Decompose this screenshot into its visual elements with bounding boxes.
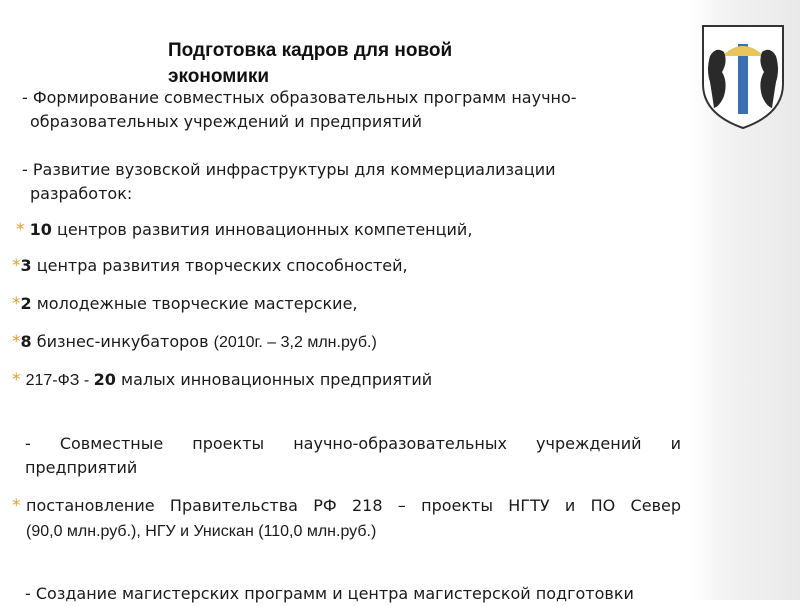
bullet-item: * 217-ФЗ - 20 малых инновационных предприятий (12, 370, 433, 390)
bullet-item: *2 молодежные творческие мастерские, (12, 294, 358, 314)
para1-line1: - Формирование совместных образовательных программ научно- (22, 88, 577, 107)
para4-line2: (90,0 млн.руб.), НГУ и Унискан (110,0 млн.руб.) (26, 523, 377, 540)
star-bullet-icon: * (16, 220, 25, 240)
star-bullet-icon: * (12, 496, 21, 516)
para3-line1: - Совместные проекты научно-образовательных учреждений и (25, 434, 681, 453)
para5-line1: - Создание магистерских программ и центра магистерской подготовки (25, 584, 634, 603)
bullet-item: *8 бизнес-инкубаторов (2010г. – 3,2 млн.руб.) (12, 332, 377, 352)
star-bullet-icon: * (12, 370, 21, 390)
bullet-item (12, 494, 21, 518)
para2-line1: - Развитие вузовской инфраструктуры для коммерциализации (22, 160, 556, 179)
para4-line1: постановление Правительства РФ 218 – проекты НГТУ и ПО Север (26, 496, 681, 515)
para3-line2: предприятий (25, 458, 138, 477)
slide-title: Подготовка кадров для новой экономики (168, 40, 453, 87)
star-bullet-icon: * (12, 332, 21, 352)
para1-line2: образовательных учреждений и предприятий (30, 112, 422, 131)
coat-of-arms-icon (698, 22, 788, 130)
star-bullet-icon: * (12, 256, 21, 276)
star-bullet-icon: * (12, 294, 21, 314)
para2-line2: разработок: (30, 184, 133, 203)
bullet-item: *3 центра развития творческих способностей, (12, 256, 408, 276)
bullet-item: * 10 центров развития инновационных компетенций, (16, 220, 473, 240)
